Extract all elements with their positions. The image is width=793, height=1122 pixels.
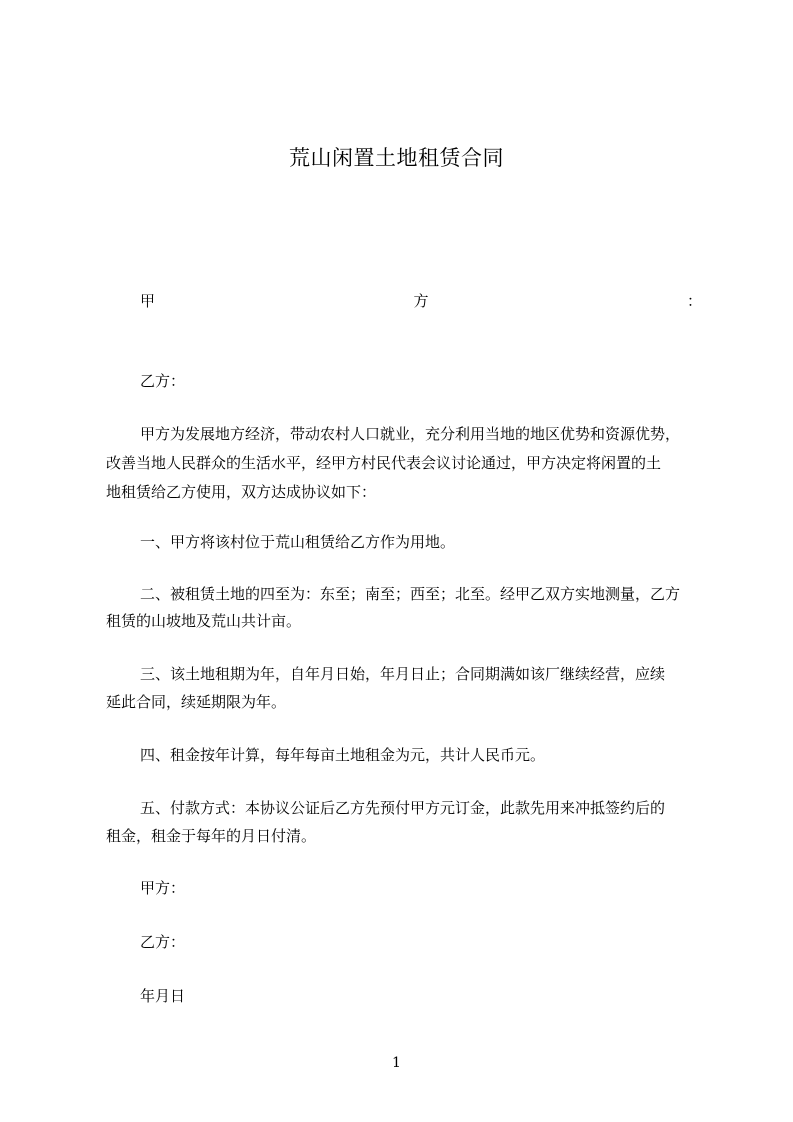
- party-a-heading: [106, 287, 702, 316]
- party-a-heading-colon: ：: [686, 292, 702, 310]
- intro-line-1: 甲方为发展地方经济，带动农村人口就业，充分利用当地的地区优势和资源优势，: [140, 425, 681, 443]
- signature-party-b: 乙方：: [140, 933, 186, 951]
- page-title: 荒山闲置土地租赁合同: [289, 146, 504, 170]
- page-number: 1: [392, 1055, 401, 1071]
- clause-3-line-1: 三、该土地租期为年，自年月日始，年月日止；合同期满如该厂继续经营，应续: [140, 665, 666, 683]
- clause-2-line-1: 二、被租赁土地的四至为：东至；南至；西至；北至。经甲乙双方实地测量，乙方: [140, 585, 681, 603]
- party-a-heading-char1: 甲: [140, 292, 156, 310]
- clause-5-line-2: 租金，租金于每年的月日付清。: [106, 827, 317, 845]
- intro-line-3: 地租赁给乙方使用，双方达成协议如下：: [106, 483, 377, 501]
- clause-4: 四、租金按年计算，每年每亩土地租金为元，共计人民币元。: [140, 746, 546, 764]
- clause-3-line-2: 延此合同，续延期限为年。: [106, 693, 287, 711]
- party-b-heading: 乙方：: [140, 372, 186, 390]
- signature-party-a: 甲方：: [140, 879, 186, 897]
- intro-line-2: 改善当地人民群众的生活水平，经甲方村民代表会议讨论通过，甲方决定将闲置的土: [106, 454, 662, 472]
- clause-5-line-1: 五、付款方式：本协议公证后乙方先预付甲方元订金，此款先用来冲抵签约后的: [140, 799, 666, 817]
- party-a-heading-char2: 方: [413, 292, 429, 310]
- clause-1: 一、甲方将该村位于荒山租赁给乙方作为用地。: [140, 533, 456, 551]
- clause-2-line-2: 租赁的山坡地及荒山共计亩。: [106, 612, 302, 630]
- signature-date: 年月日: [140, 987, 186, 1005]
